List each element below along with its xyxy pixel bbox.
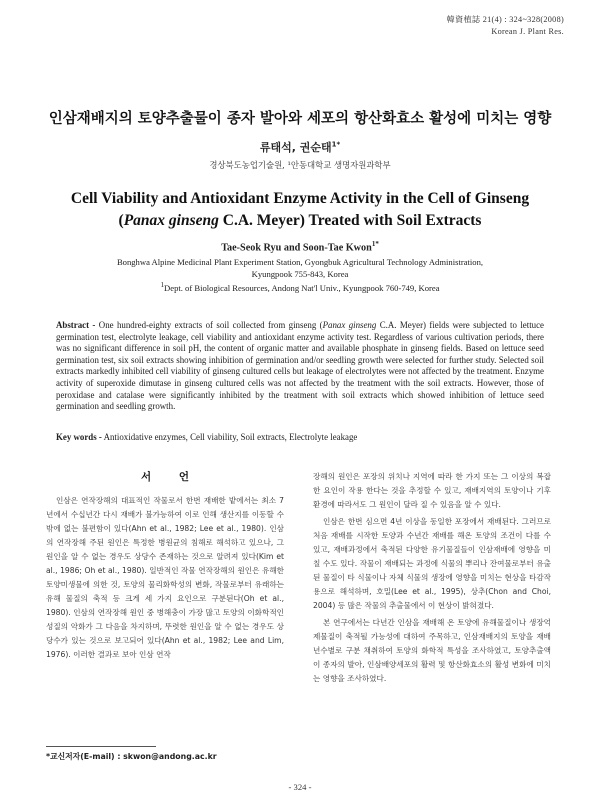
korean-affiliation: 경상북도농업기술원, ¹안동대학교 생명자원과학부 [209, 160, 391, 170]
abstract-text-1: One hundred-eighty extracts of soil collected from ginseng ( [95, 320, 323, 330]
english-title-species: Panax ginseng [123, 212, 219, 229]
korean-authors [0, 139, 600, 155]
journal-citation-line2: Korean J. Plant Res. [491, 27, 564, 36]
affiliation-line3: $^1$Dept. of Biological Resources, Andong Nat'l Univ., Kyungpook 760-749, Korea [160, 281, 440, 293]
affiliations [60, 257, 540, 294]
page-number: - 324 - [288, 782, 312, 792]
korean-title: 인삼재배지의 토양추출물이 종자 발아와 세포의 항산화효소 활성에 미치는 영향 [48, 111, 552, 127]
corresponding-author-footnote: *교신저자(E-mail) : skwon@andong.ac.kr [46, 752, 217, 761]
affiliation-line2: Kyungpook 755-843, Korea [251, 268, 349, 279]
english-title-line2: (Panax ginseng C.A. Meyer) Treated with Soil Extracts [118, 212, 482, 229]
abstract [56, 320, 544, 413]
korean-authors-mark: 1* [331, 140, 341, 149]
intro-paragraph-3: 본 연구에서는 다년간 인삼을 재배해 온 토양에 유해물질이나 생장억제물질이 축적될 가능성에 대하여 주목하고, 인삼재배지의 토양을 재배년수별로 구분 채취하여 토양의 화학적 특성을 조사하였고, 토양추출액이 종자의 발아, 인삼배양세포의 활력 및 항산화효소의 활성 변화에 미치는 영향을 조사하였다. [313, 618, 551, 683]
abstract-label: Abstract - [56, 320, 96, 330]
keywords-text: Antioxidative enzymes, Cell viability, Soil extracts, Electrolyte leakage [101, 432, 358, 442]
intro-paragraph-1: 인삼은 연작장해의 대표적인 작물로서 한번 재배한 밭에서는 최소 7년에서 수십년간 다시 재배가 불가능하여 이로 인해 생산지를 이동할 수밖에 없는 불편함이 있다(Ahn et al., 1982; Lee et al., 1980). 인삼의 연작장해 주된 원인은 특정한 병원균의 침해로 해석하고 있으나, 그 원인을 알 수 없는 경우도 상당수 존재하는 것으로 알려져 있다(Kim et al., 1986; Oh et al., 1980). 일반적인 작물 연작장해의 원인은 유해한 토양미생물에 의한 것, 토양의 물리화학성의 변화, 작물로부터 유래하는 유해 물질의 축적 등 크게 세 가지 요인으로 구분된다(Oh et al., 1980). 인삼의 연작장해 원인 중 병해충이 가장 많고 토양의 이화학적인 성질의 악화가 그 다음을 차지하며, 뚜렷한 원인을 알 수 없는 경우도 상당수가 있는 것으로 보고되어 있다(Ahn et al., 1982; Lee and Lim, 1976). 이러한 결과로 보아 인삼 연작 [46, 496, 284, 659]
intro-paragraph-2: 인삼은 한번 심으면 4년 이상을 동일한 포장에서 재배된다. 그러므로 처음 재배를 시작한 토양과 수년간 재배를 해온 토양의 조건이 다를 수 있고, 재배과정에서 축적된 다양한 유기물질들이 인삼재배에 영향을 미칠 수도 있다. 작물이 재배되는 과정에 식물의 뿌리나 잔여물로부터 유출된 물질이 타 식물이나 자체 식물의 생장에 영향을 미치는 현상을 타감작용으로 해석하며, 호밀(Lee et al., 1995), 상추(Chon and Choi, 2004) 등 많은 작물의 추출물에서 이 현상이 밝혀졌다. [313, 517, 551, 610]
english-authors [0, 240, 600, 253]
body-column-right [313, 470, 551, 686]
keywords-label: Key words - [56, 432, 102, 442]
intro-section-title: 서 언 [141, 471, 201, 483]
abstract-species: Panax ginseng [322, 320, 377, 330]
english-authors-mark: 1* [371, 240, 379, 248]
intro-paragraph-1-continued: 장해의 원인은 포장의 위치나 지역에 따라 한 가지 또는 그 이상의 복잡한 요인이 작용 한다는 것을 추정할 수 있고, 재배지역의 토양이나 기후환경에 따라서도 그 원인이 달라 질 수 있음을 알 수 있다. [313, 472, 551, 509]
journal-citation [446, 14, 564, 38]
english-title-rest: C.A. Meyer) Treated with Soil Extracts [218, 212, 482, 229]
affiliation-line3-text: Dept. of Biological Resources, Andong Nat'l Univ., Kyungpook 760-749, Korea [164, 282, 440, 293]
english-authors-names: Tae-Seok Ryu and Soon-Tae Kwon [221, 242, 372, 254]
korean-authors-names: 류태석, 권순태 [259, 141, 332, 154]
keywords [56, 432, 544, 444]
abstract-text-2: C.A. Meyer) fields were subjected to lettuce germination test, electrolyte leakage, cell viability and antioxidant enzyme activity test. Regardless of various cultivation periods, there was no significant difference in soil pH, the content of organic matter and available phosphate in ginseng fields. Based on lettuce seed germination test, six soil extracts showing inhibition of germination and/or seedling growth were selected for further study. Selected soil extracts markedly inhibited cell viability of ginseng cultured cells but leakage of electrolytes were not affected by the treatment. Enzyme activity of superoxide dimutase in ginseng cultured cells was not affected by the treatment with the soil extracts. However, those of peroxidase and catalase were significantly inhibited by the treatment with soil extracts which showed inhibition of lettuce seed germination and seedling growth. [56, 320, 544, 412]
body-column-left [46, 470, 284, 662]
journal-citation-line1: 韓資植誌 21(4) : 324~328(2008) [446, 15, 564, 24]
footnote-divider [46, 746, 156, 747]
english-title [30, 188, 570, 232]
english-title-line1: Cell Viability and Antioxidant Enzyme Activity in the Cell of Ginseng [70, 190, 530, 207]
affiliation-line1: Bonghwa Alpine Medicinal Plant Experiment Station, Gyongbuk Agricultural Technology Administration, [116, 257, 484, 267]
